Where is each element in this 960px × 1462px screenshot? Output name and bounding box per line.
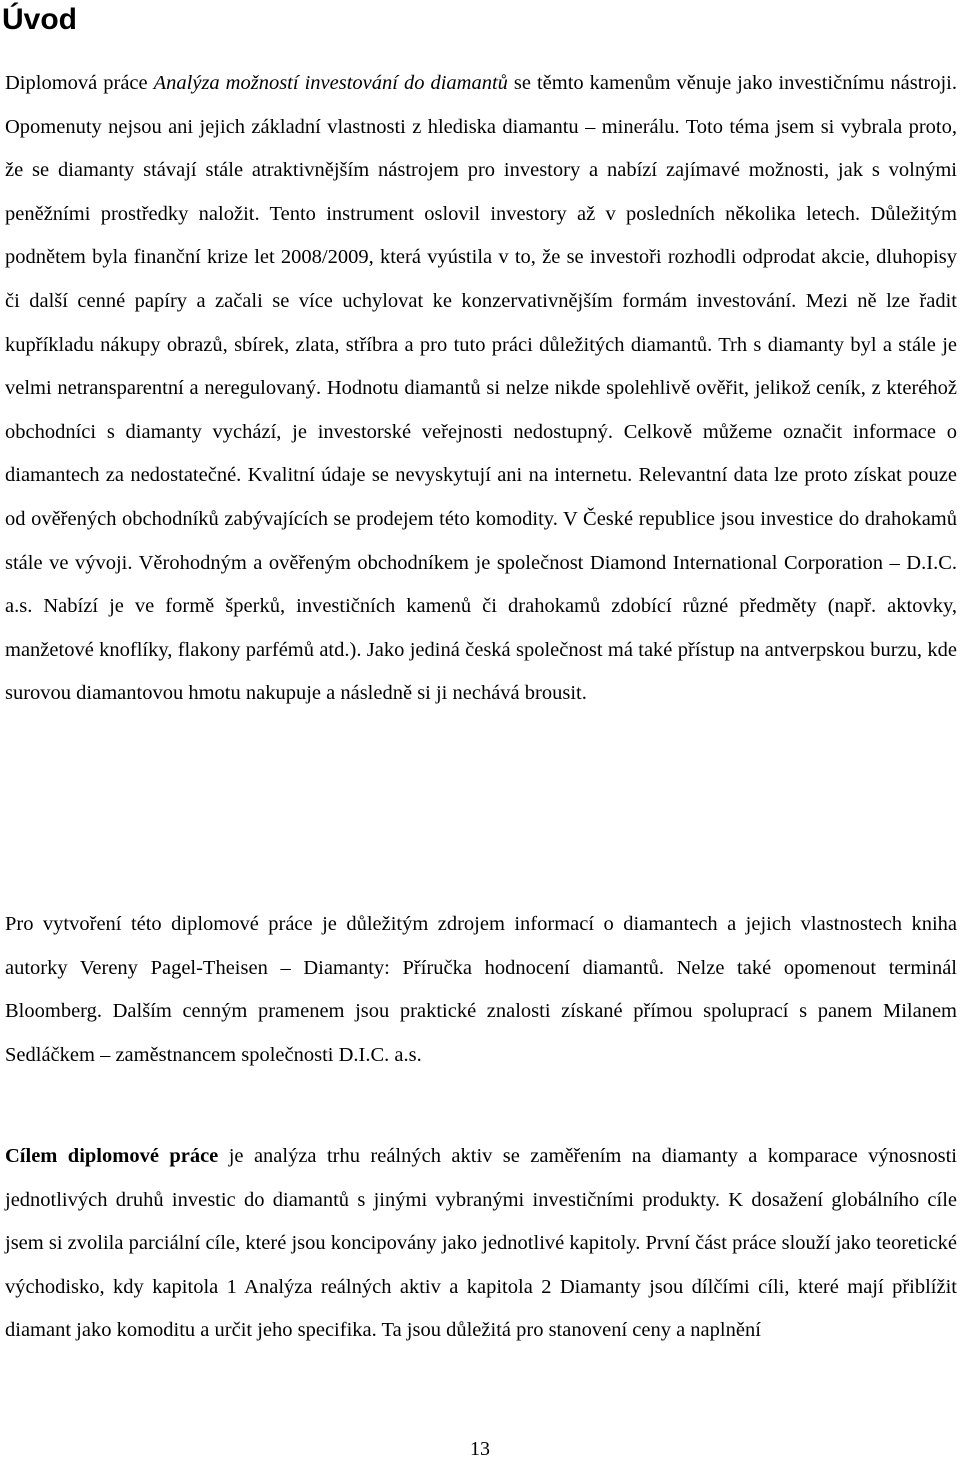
goals-text: je analýza trhu reálných aktiv se zaměřením na diamanty a komparace výnosnosti jednotlivých druhů investic do diamantů s jinými vybranými investičními produkty. K dosažení globálního cíle jsem si zvolila parciální cíle, které jsou koncipovány jako jednotlivé kapitoly. První část práce slouží jako teoretické východisko, kdy kapitola 1 Analýza reálných aktiv a kapitola 2 Diamanty jsou dílčími cíli, které mají přiblížit diamant jako komoditu a určit jeho specifika. Ta jsou důležitá pro stanovení ceny a naplnění xyxy=(5,1145,957,1342)
goals-lead: Cílem diplomové práce xyxy=(5,1145,219,1167)
intro-text: Diplomová práce xyxy=(5,72,154,94)
sources-text: Pro vytvoření této diplomové práce je důležitým zdrojem informací o diamantech a jejich vlastnostech kniha autorky Vereny Pagel-Theisen – Diamanty: Příručka hodnocení diamantů. Nelze také opomenout terminál Bloomberg. Dalším cenným pramenem jsou praktické znalosti získané přímou spoluprací s panem Milanem Sedláčkem – zaměstnancem společnosti D.I.C. a.s. xyxy=(5,913,957,1066)
goals-paragraph xyxy=(5,1135,957,1353)
page-number: 13 xyxy=(470,1438,490,1460)
intro-paragraph xyxy=(5,62,957,716)
sources-paragraph xyxy=(5,903,957,1077)
page-title: Úvod xyxy=(2,3,77,36)
intro-body-text: se těmto kamenům věnuje jako investičnímu nástroji. Opomenuty nejsou ani jejich základní vlastnosti z hlediska diamantu – minerálu. Toto téma jsem si vybrala proto, že se diamanty stávají stále atraktivnějším nástrojem pro investory a nabízí zajímavé možnosti, jak s volnými peněžními prostředky naložit. Tento instrument oslovil investory až v posledních několika letech. Důležitým podnětem byla finanční krize let 2008/2009, která vyústila v to, že se investoři rozhodli odprodat akcie, dluhopisy či další cenné papíry a začali se více uchylovat ke konzervativnějším formám investování. Mezi ně lze řadit kupříkladu nákupy obrazů, sbírek, zlata, stříbra a pro tuto práci důležitých diamantů. Trh s diamanty byl a stále je velmi netransparentní a neregulovaný. Hodnotu diamantů si nelze nikde spolehlivě ověřit, jelikož ceník, z kteréhož obchodníci s diamanty vychází, je investorské veřejnosti nedostupný. Celkově můžeme označit informace o diamantech za nedostatečné. Kvalitní údaje se nevyskytují ani na internetu. Relevantní data lze proto získat pouze od ověřených obchodníků zabývajících se prodejem této komodity. V České republice jsou investice do drahokamů stále ve vývoji. Věrohodným a ověřeným obchodníkem je společnost Diamond International Corporation – D.I.C. a.s. Nabízí je ve formě šperků, investičních kamenů či drahokamů zdobící různé předměty (např. aktovky, manžetové knoflíky, flakony parfémů atd.). Jako jediná česká společnost má také přístup na antverpskou burzu, kde surovou diamantovou hmotu nakupuje a následně si ji nechává brousit. xyxy=(5,72,957,705)
thesis-title: Analýza možností investování do diamantů xyxy=(153,72,508,94)
